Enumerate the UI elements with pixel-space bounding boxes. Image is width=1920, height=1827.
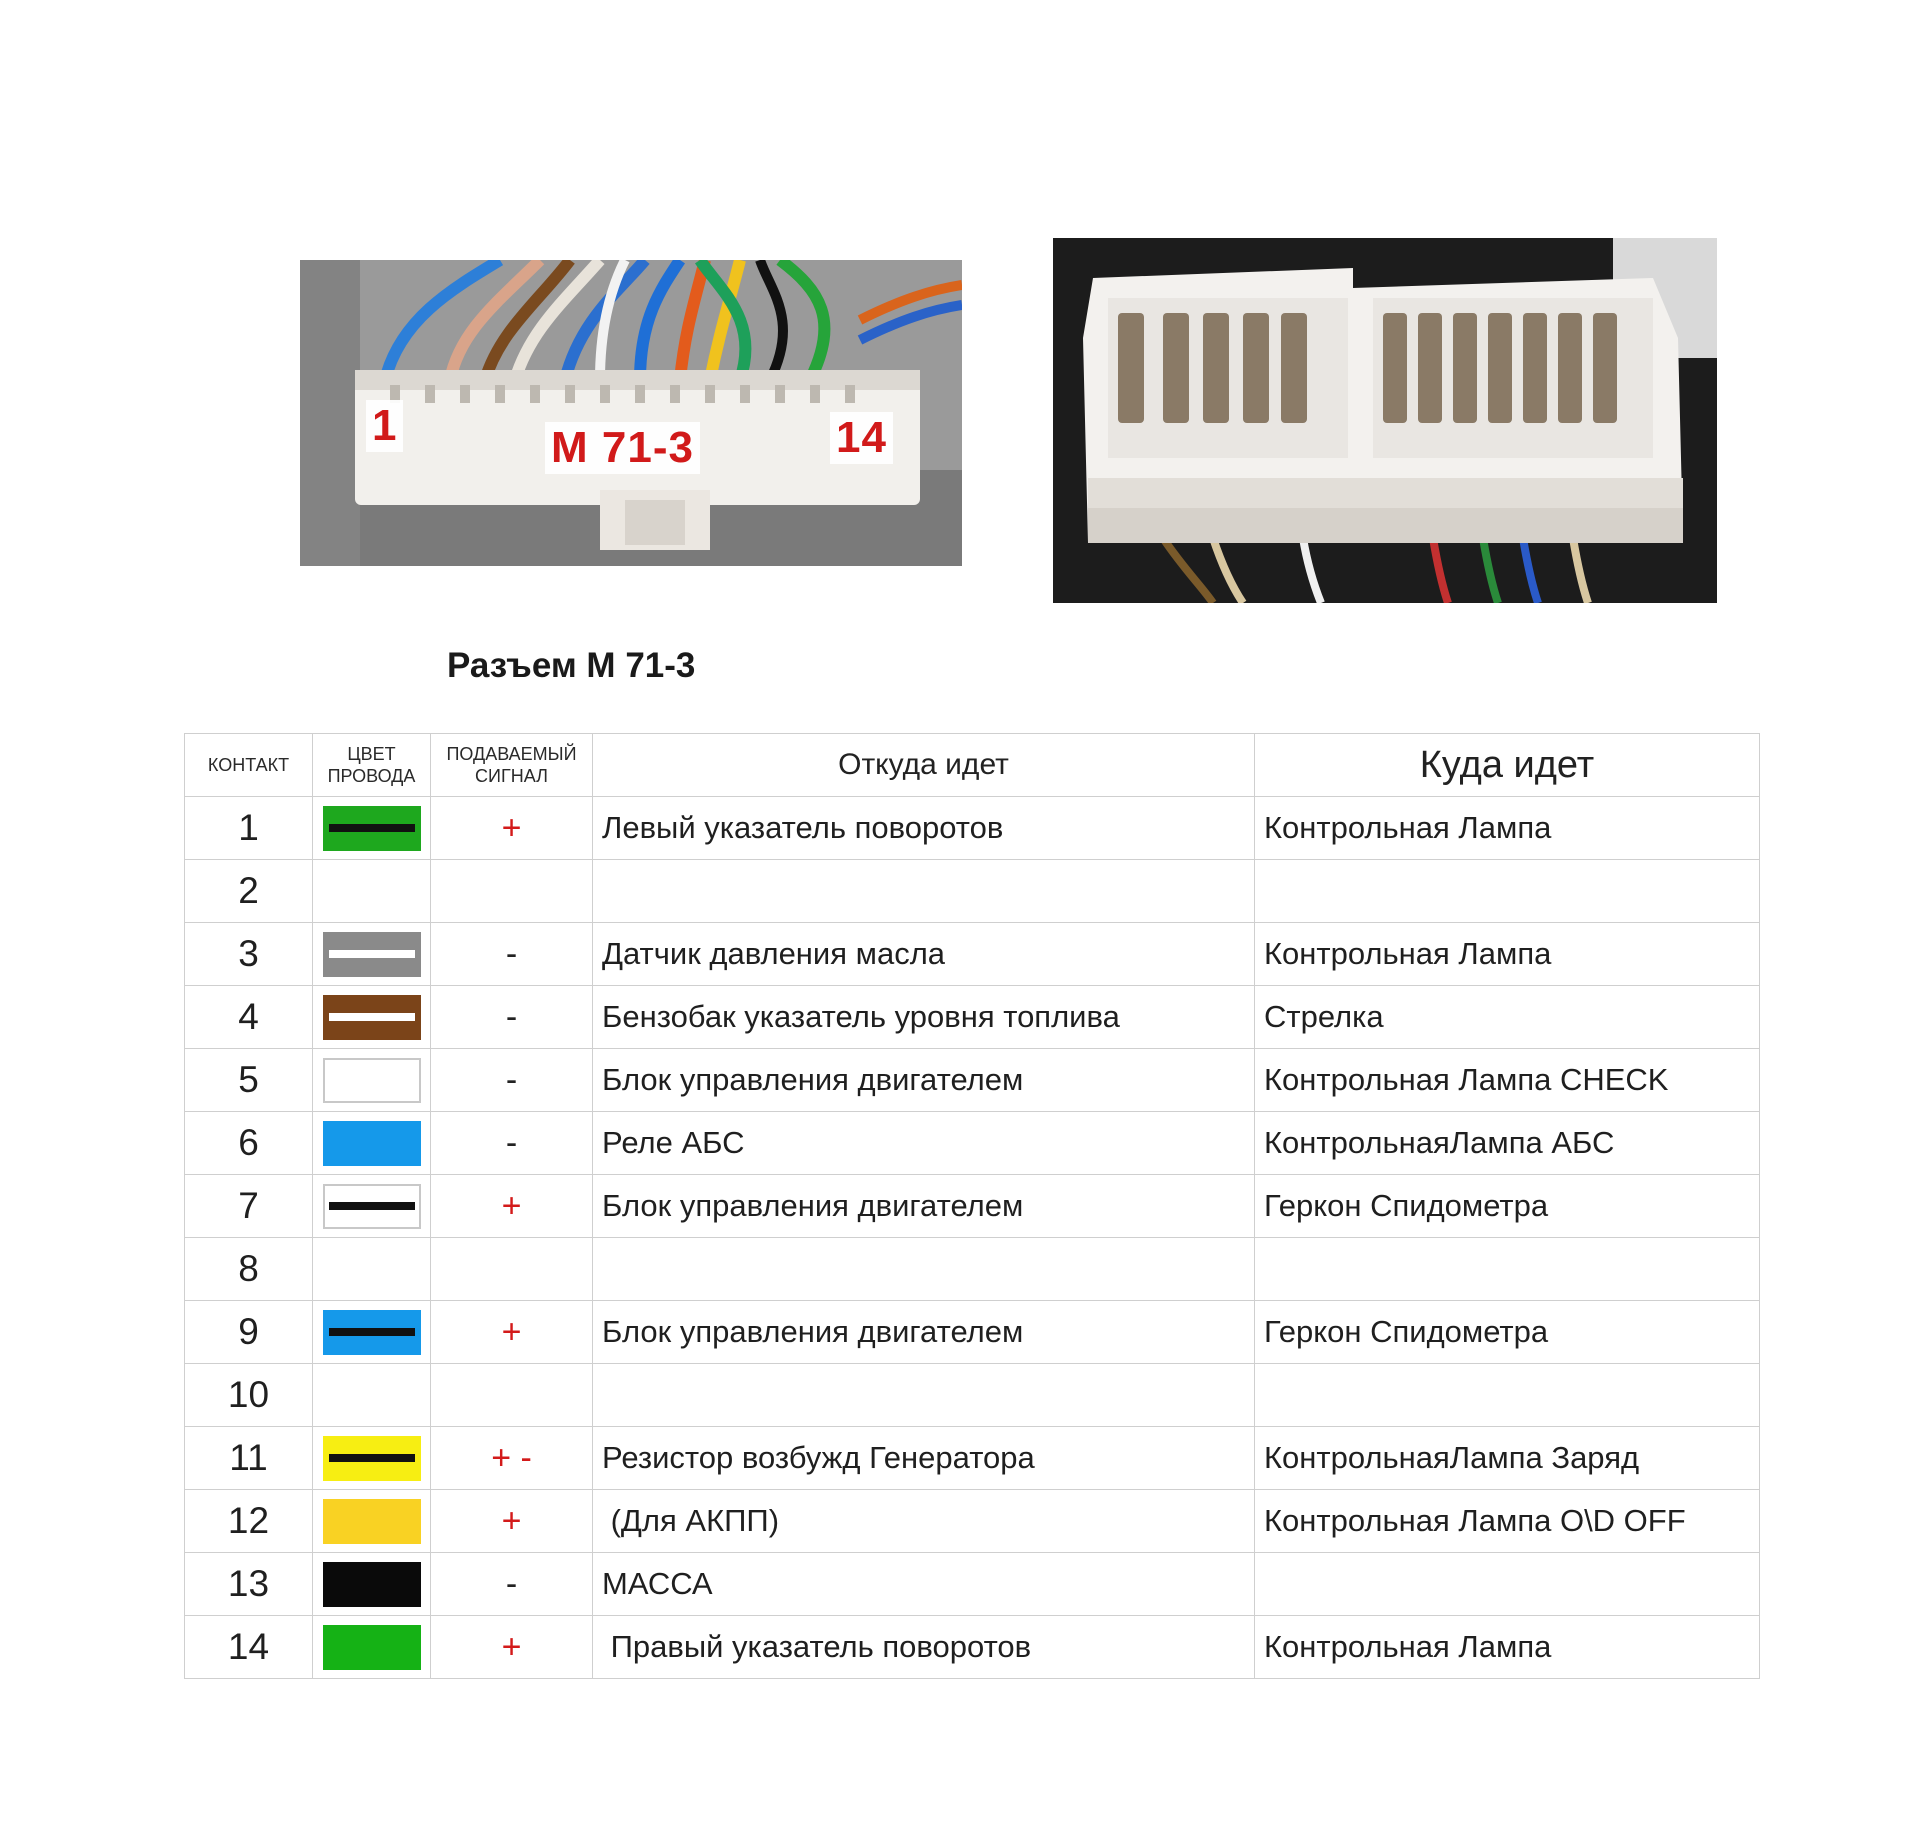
source-cell: Правый указатель поворотов xyxy=(593,1616,1255,1679)
signal-value: - xyxy=(505,1060,518,1099)
source-cell: Датчик давления масла xyxy=(593,923,1255,986)
source-cell: (Для АКПП) xyxy=(593,1490,1255,1553)
source-cell xyxy=(593,860,1255,923)
table-row xyxy=(185,1553,1760,1616)
connector-photo-face xyxy=(1053,238,1717,603)
pin-number: 1 xyxy=(185,797,313,860)
wire-color-cell xyxy=(313,1553,431,1616)
signal-value: - xyxy=(505,1123,518,1162)
pin-number: 5 xyxy=(185,1049,313,1112)
destination-cell: КонтрольнаяЛампа Заряд xyxy=(1255,1427,1760,1490)
destination-cell: Геркон Спидометра xyxy=(1255,1301,1760,1364)
table-row xyxy=(185,1112,1760,1175)
signal-cell xyxy=(431,1175,593,1238)
source-cell xyxy=(593,1238,1255,1301)
table-row xyxy=(185,923,1760,986)
wire-color-cell xyxy=(313,1175,431,1238)
wire-color-cell xyxy=(313,1238,431,1301)
pin-number: 3 xyxy=(185,923,313,986)
destination-cell: КонтрольнаяЛампа АБС xyxy=(1255,1112,1760,1175)
source-cell: МАССА xyxy=(593,1553,1255,1616)
signal-cell xyxy=(431,1049,593,1112)
destination-cell xyxy=(1255,1364,1760,1427)
wire-color-cell xyxy=(313,1301,431,1364)
connector-face-illustration xyxy=(1053,238,1717,603)
source-cell: Блок управления двигателем xyxy=(593,1301,1255,1364)
signal-cell xyxy=(431,1553,593,1616)
wire-color-swatch xyxy=(323,1121,421,1166)
signal-value: + xyxy=(501,1312,522,1351)
pinout-table xyxy=(184,733,1760,1679)
pin-number: 8 xyxy=(185,1238,313,1301)
pin-1-label: 1 xyxy=(366,400,403,452)
wire-stripe xyxy=(329,1454,415,1462)
table-row xyxy=(185,860,1760,923)
pin-number: 14 xyxy=(185,1616,313,1679)
wire-color-cell xyxy=(313,1427,431,1490)
wire-color-cell xyxy=(313,1490,431,1553)
signal-cell xyxy=(431,1364,593,1427)
table-row xyxy=(185,1175,1760,1238)
header-to: Куда идет xyxy=(1255,734,1760,797)
source-cell: Реле АБС xyxy=(593,1112,1255,1175)
pinout-table-body xyxy=(185,797,1760,1679)
signal-cell xyxy=(431,1112,593,1175)
wire-stripe xyxy=(329,1328,415,1336)
destination-cell: Контрольная Лампа xyxy=(1255,797,1760,860)
table-row xyxy=(185,1490,1760,1553)
table-row xyxy=(185,1301,1760,1364)
wire-color-cell xyxy=(313,797,431,860)
connector-code-label: M 71-3 xyxy=(545,422,700,474)
destination-cell: Контрольная Лампа xyxy=(1255,923,1760,986)
pin-number: 7 xyxy=(185,1175,313,1238)
wire-color-swatch xyxy=(323,1499,421,1544)
pin-number: 6 xyxy=(185,1112,313,1175)
pin-14-label: 14 xyxy=(830,412,893,464)
wire-color-cell xyxy=(313,1616,431,1679)
signal-cell xyxy=(431,986,593,1049)
destination-cell xyxy=(1255,1238,1760,1301)
wire-color-cell xyxy=(313,1364,431,1427)
signal-value: + xyxy=(501,1186,522,1225)
wire-color-swatch xyxy=(323,995,421,1040)
signal-value: + xyxy=(501,1501,522,1540)
source-cell xyxy=(593,1364,1255,1427)
header-signal: ПОДАВАЕМЫЙ СИГНАЛ xyxy=(431,734,593,797)
wire-stripe xyxy=(329,1013,415,1021)
signal-cell xyxy=(431,1238,593,1301)
signal-cell xyxy=(431,797,593,860)
pin-number: 4 xyxy=(185,986,313,1049)
wire-color-swatch xyxy=(323,806,421,851)
signal-cell xyxy=(431,1427,593,1490)
connector-photo-wires xyxy=(300,260,962,566)
connector-title: Разъем М 71-3 xyxy=(447,646,696,685)
pin-number: 13 xyxy=(185,1553,313,1616)
wire-color-cell xyxy=(313,1049,431,1112)
table-row xyxy=(185,1049,1760,1112)
source-cell: Резистор возбужд Генератора xyxy=(593,1427,1255,1490)
table-row xyxy=(185,1616,1760,1679)
wire-stripe xyxy=(329,824,415,832)
table-row xyxy=(185,986,1760,1049)
table-row xyxy=(185,797,1760,860)
pin-number: 12 xyxy=(185,1490,313,1553)
signal-value: - xyxy=(505,1564,518,1603)
destination-cell: Стрелка xyxy=(1255,986,1760,1049)
header-contact: КОНТАКТ xyxy=(185,734,313,797)
source-cell: Левый указатель поворотов xyxy=(593,797,1255,860)
signal-cell xyxy=(431,1301,593,1364)
destination-cell: Контрольная Лампа CHECK xyxy=(1255,1049,1760,1112)
table-header-row xyxy=(185,734,1760,797)
signal-value: - xyxy=(505,997,518,1036)
wire-color-swatch xyxy=(323,1436,421,1481)
destination-cell: Контрольная Лампа xyxy=(1255,1616,1760,1679)
wire-color-cell xyxy=(313,986,431,1049)
signal-value: - xyxy=(505,934,518,973)
wire-color-swatch xyxy=(323,1562,421,1607)
wire-color-cell xyxy=(313,923,431,986)
wire-color-swatch xyxy=(323,1625,421,1670)
signal-value: + xyxy=(501,1627,522,1666)
destination-cell: Геркон Спидометра xyxy=(1255,1175,1760,1238)
destination-cell: Контрольная Лампа O\D OFF xyxy=(1255,1490,1760,1553)
pin-number: 9 xyxy=(185,1301,313,1364)
wire-color-cell xyxy=(313,1112,431,1175)
source-cell: Блок управления двигателем xyxy=(593,1175,1255,1238)
signal-cell xyxy=(431,923,593,986)
signal-value: + - xyxy=(491,1438,532,1477)
destination-cell xyxy=(1255,860,1760,923)
pin-number: 2 xyxy=(185,860,313,923)
wire-color-swatch xyxy=(323,932,421,977)
signal-cell xyxy=(431,1616,593,1679)
table-row xyxy=(185,1364,1760,1427)
source-cell: Блок управления двигателем xyxy=(593,1049,1255,1112)
header-wire-color: ЦВЕТ ПРОВОДА xyxy=(313,734,431,797)
signal-cell xyxy=(431,860,593,923)
wire-stripe xyxy=(329,950,415,958)
wire-color-swatch xyxy=(323,1310,421,1355)
pin-number: 10 xyxy=(185,1364,313,1427)
table-row xyxy=(185,1238,1760,1301)
header-from: Откуда идет xyxy=(593,734,1255,797)
destination-cell xyxy=(1255,1553,1760,1616)
table-row xyxy=(185,1427,1760,1490)
wire-color-swatch xyxy=(323,1058,421,1103)
wire-color-cell xyxy=(313,860,431,923)
pin-number: 11 xyxy=(185,1427,313,1490)
signal-cell xyxy=(431,1490,593,1553)
source-cell: Бензобак указатель уровня топлива xyxy=(593,986,1255,1049)
signal-value: + xyxy=(501,808,522,847)
wire-stripe xyxy=(329,1202,415,1210)
wire-color-swatch xyxy=(323,1184,421,1229)
